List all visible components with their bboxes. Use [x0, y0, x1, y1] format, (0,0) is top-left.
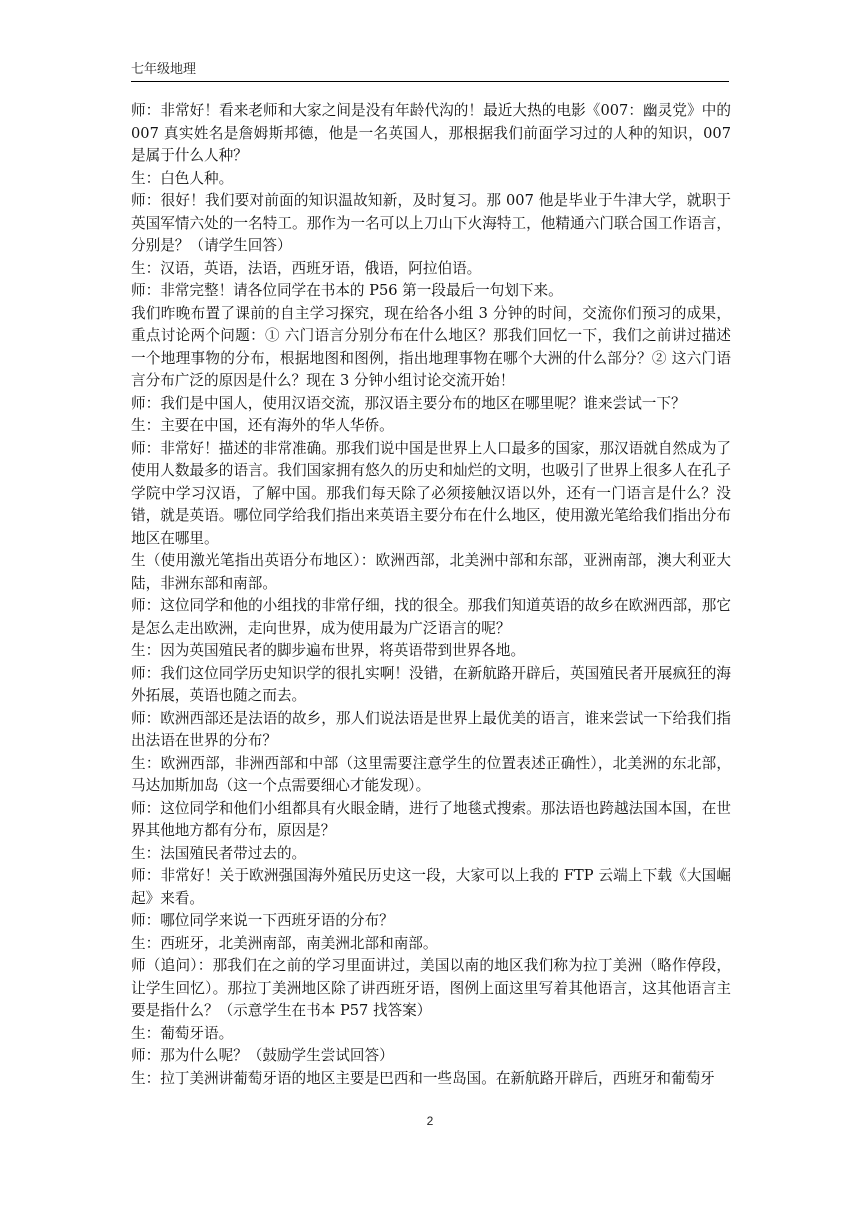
running-header: 七年级地理	[131, 62, 197, 77]
paragraph: 生：拉丁美洲讲葡萄牙语的地区主要是巴西和一些岛国。在新航路开辟后，西班牙和葡萄牙	[131, 1069, 715, 1087]
paragraph: 生：欧洲西部，非洲西部和中部（这里需要注意学生的位置表述正确性），北美洲的东北部，马达加斯加岛（这一个点需要细心才能发现）。	[131, 754, 731, 794]
paragraph: 师：我们是中国人，使用汉语交流，那汉语主要分布的地区在哪里呢？谁来尝试一下？	[131, 394, 686, 412]
paragraph: 师：我们这位同学历史知识学的很扎实啊！没错，在新航路开辟后，英国殖民者开展疯狂的海外拓展，英语也随之而去。	[131, 664, 731, 704]
page-number: 2	[426, 1114, 434, 1128]
paragraph: 师：非常好！看来老师和大家之间是没有年龄代沟的！最近大热的电影《007：幽灵党》中的 007 真实姓名是詹姆斯邦德，他是一名英国人，那根据我们前面学习过的人种的知识，007 是属于什么人种？	[131, 102, 731, 164]
paragraph: 生（使用激光笔指出英语分布地区）：欧洲西部，北美洲中部和东部，亚洲南部，澳大利亚大陆，非洲东部和南部。	[131, 552, 731, 592]
header-divider	[131, 81, 729, 82]
paragraph: 生：汉语，英语，法语，西班牙语，俄语，阿拉伯语。	[131, 259, 482, 277]
paragraph: 生：白色人种。	[131, 169, 234, 187]
paragraph: 生：主要在中国，还有海外的华人华侨。	[131, 417, 394, 434]
paragraph: 师：非常好！描述的非常准确。那我们说中国是世界上人口最多的国家，那汉语就自然成为了使用人数最多的语言。我们国家拥有悠久的历史和灿烂的文明，也吸引了世界上很多人在孔子学院中学习汉语，了解中国。那我们每天除了必须接触汉语以外，还有一门语言是什么？没错，就是英语。哪位同学给我们指出来英语主要分布在什么地区，使用激光笔给我们指出分布地区在哪里。	[131, 439, 731, 547]
paragraph: 师：非常好！关于欧洲强国海外殖民历史这一段，大家可以上我的 FTP 云端上下载《大国崛起》来看。	[131, 867, 731, 907]
paragraph: 师：哪位同学来说一下西班牙语的分布？	[131, 912, 394, 929]
paragraph: 生：西班牙，北美洲南部，南美洲北部和南部。	[131, 934, 438, 952]
paragraph: 我们昨晚布置了课前的自主学习探究，现在给各小组 3 分钟的时间，交流你们预习的成果，重点讨论两个问题：① 六门语言分别分布在什么地区？那我们回忆一下，我们之前讲过描述一个地理事物的分布，根据地图和图例，指出地理事物在哪个大洲的什么部分？② 这六门语言分布广泛的原因是什么？现在 3 分钟小组讨论交流开始！	[131, 304, 731, 389]
lesson-transcript	[131, 100, 731, 1090]
paragraph: 师：欧洲西部还是法语的故乡，那人们说法语是世界上最优美的语言，谁来尝试一下给我们指出法语在世界的分布？	[131, 709, 731, 749]
paragraph: 师：非常完整！请各位同学在书本的 P56 第一段最后一句划下来。	[131, 282, 563, 299]
paragraph: 生：因为英国殖民者的脚步遍布世界，将英语带到世界各地。	[131, 642, 526, 659]
paragraph: 师：很好！我们要对前面的知识温故知新，及时复习。那 007 他是毕业于牛津大学，就职于英国军情六处的一名特工。那作为一名可以上刀山下火海特工，他精通六门联合国工作语言，分别是？（请学生回答）	[131, 192, 731, 254]
paragraph: 师（追问）：那我们在之前的学习里面讲过，美国以南的地区我们称为拉丁美洲（略作停段，让学生回忆）。那拉丁美洲地区除了讲西班牙语，图例上面这里写着其他语言，这其他语言主要是指什么？（示意学生在书本 P57 找答案）	[131, 957, 731, 1019]
paragraph: 师：这位同学和他的小组找的非常仔细，找的很全。那我们知道英语的故乡在欧洲西部，那它是怎么走出欧洲，走向世界，成为使用最为广泛语言的呢？	[131, 597, 731, 637]
paragraph: 生：法国殖民者带过去的。	[131, 844, 307, 862]
paragraph: 生：葡萄牙语。	[131, 1024, 234, 1042]
paragraph: 师：那为什么呢？（鼓励学生尝试回答）	[131, 1047, 394, 1064]
paragraph: 师：这位同学和他们小组都具有火眼金睛，进行了地毯式搜索。那法语也跨越法国本国，在世界其他地方都有分布，原因是？	[131, 799, 731, 839]
